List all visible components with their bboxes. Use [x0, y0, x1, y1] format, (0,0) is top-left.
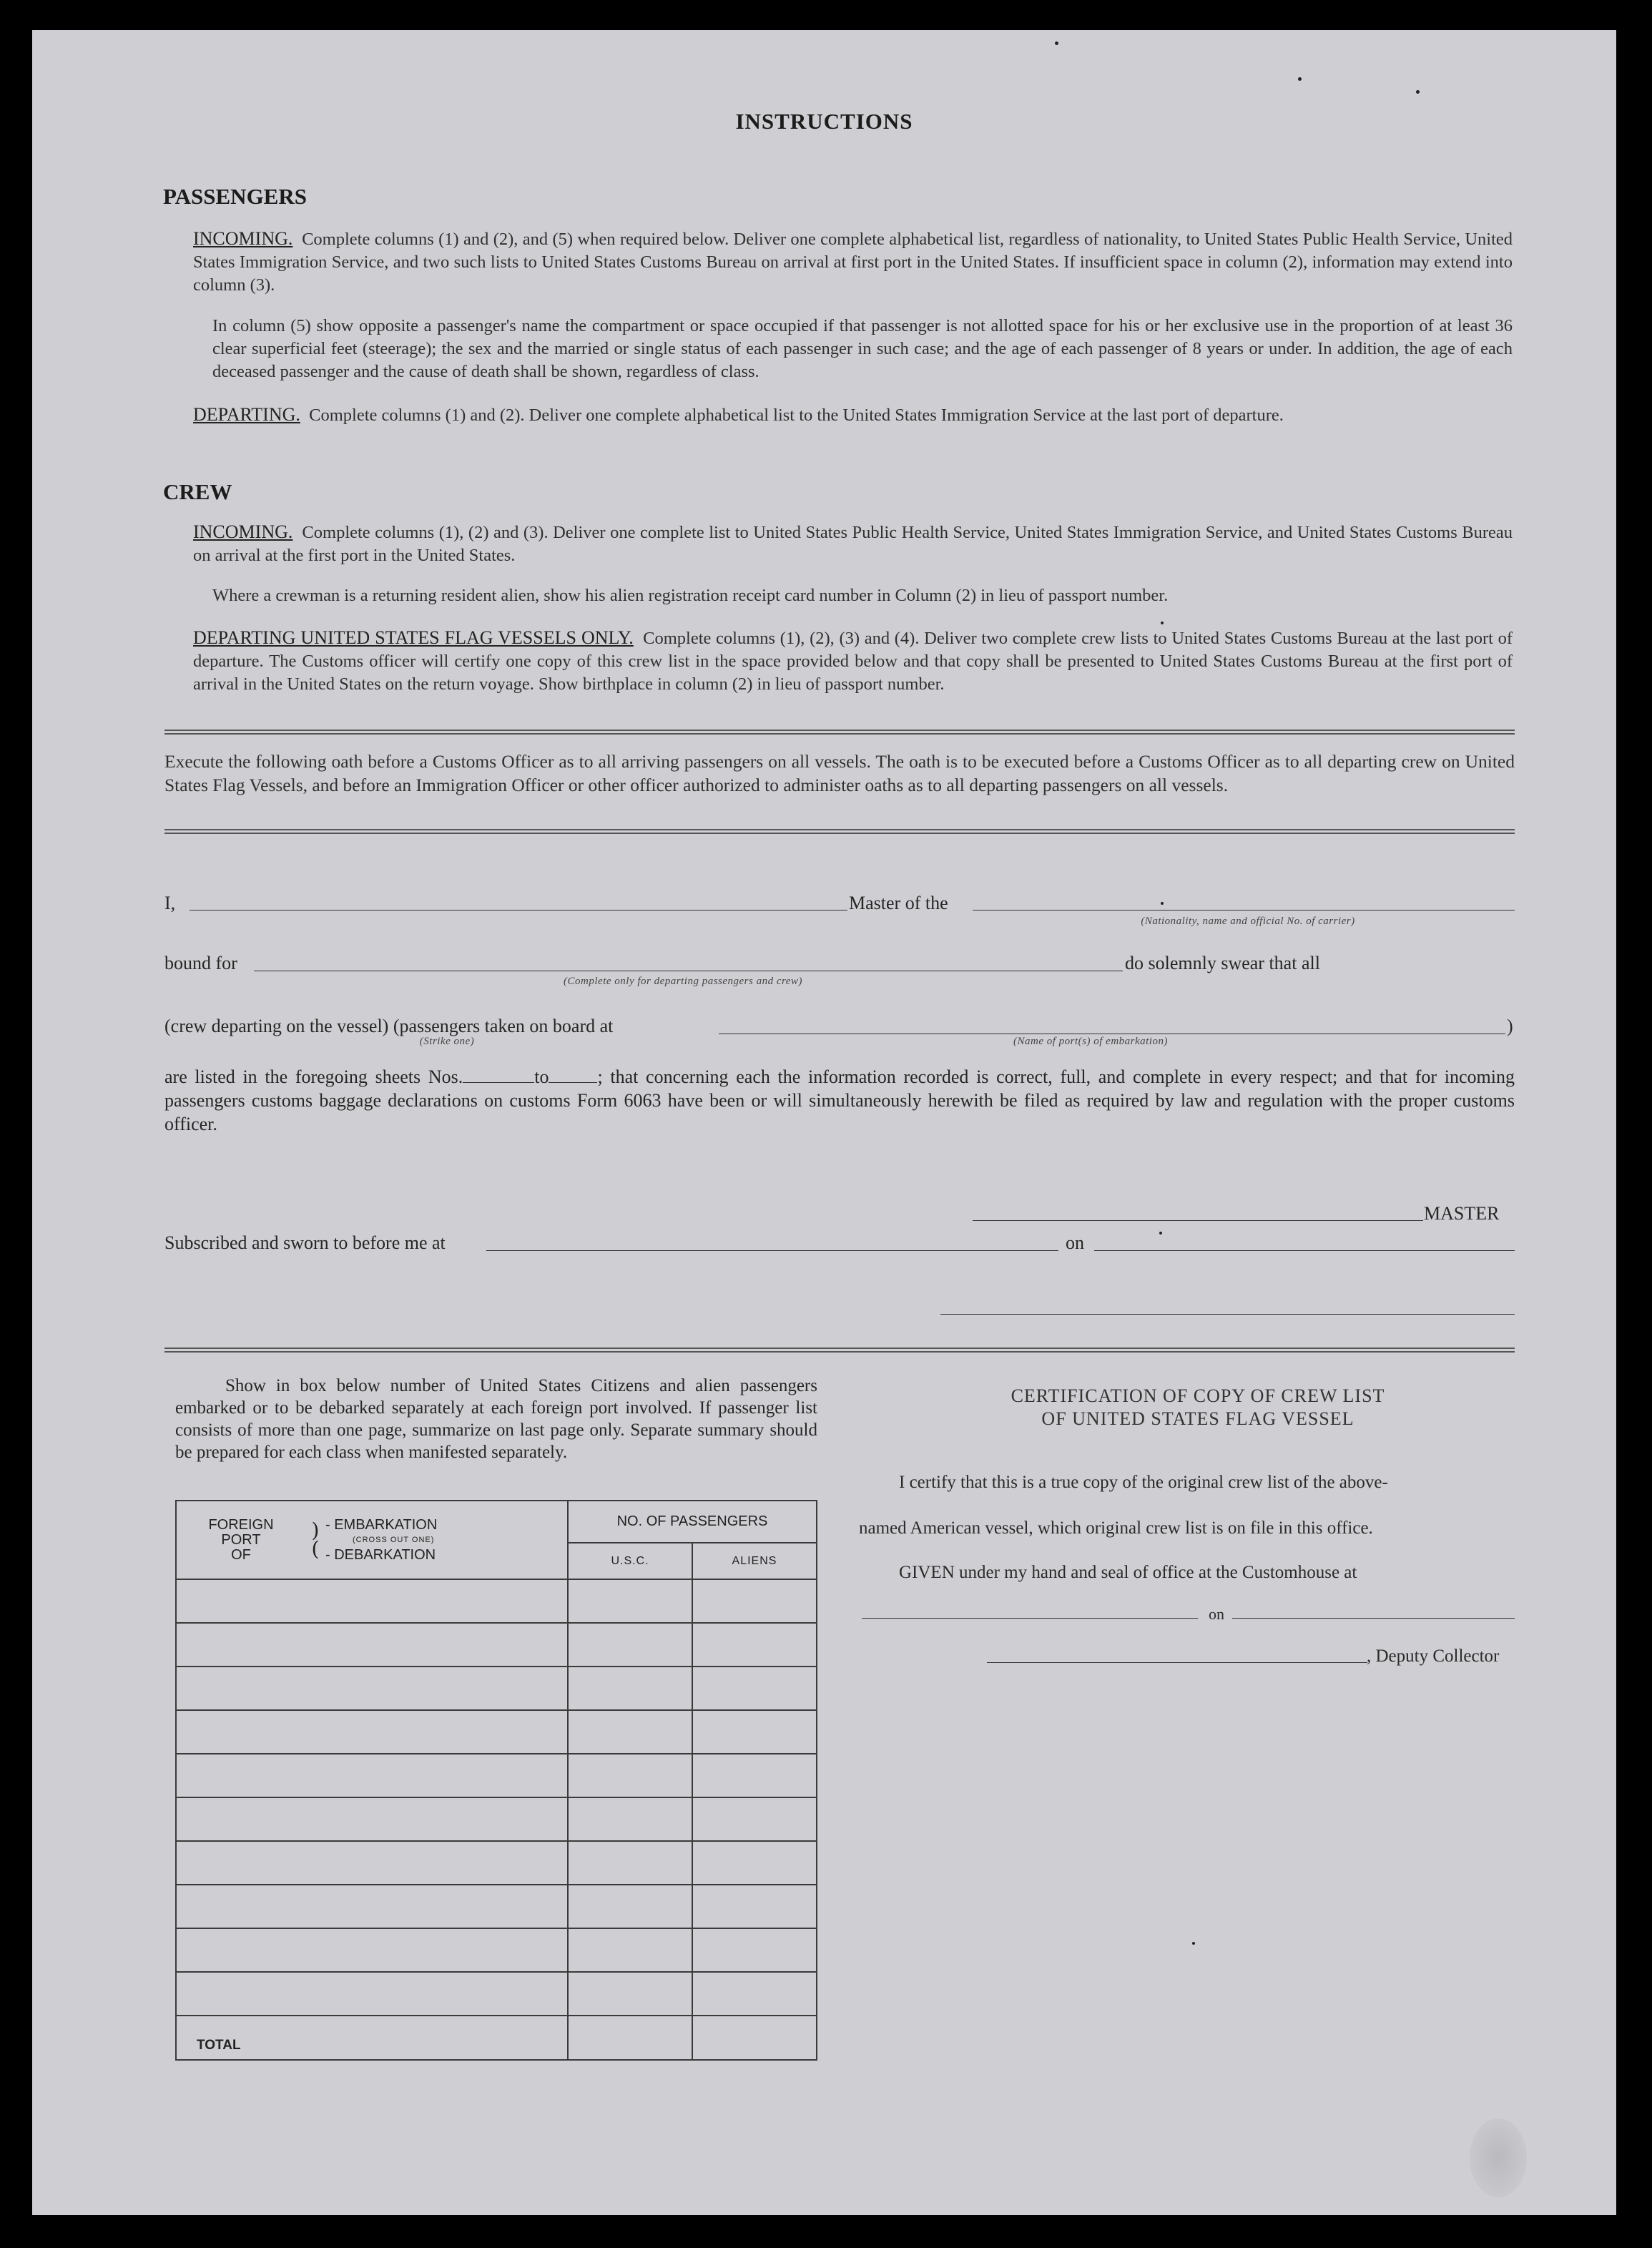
crew-resident-paragraph: Where a crewman is a returning resident alien, show his alien registration receipt card number in Column (2) in lieu of passport number. [212, 586, 1169, 605]
usc-cell[interactable] [568, 1667, 692, 1710]
table-row [176, 1885, 817, 1928]
certification-heading-line2: OF UNITED STATES FLAG VESSEL [1041, 1408, 1354, 1429]
port-cell[interactable] [176, 1797, 568, 1841]
table-row [176, 1972, 817, 2016]
brace-icon: ) ( [311, 1518, 320, 1561]
master-label: MASTER [1424, 1203, 1500, 1224]
usc-cell[interactable] [568, 1928, 692, 1972]
table-row [176, 1841, 817, 1885]
aliens-cell[interactable] [692, 1710, 817, 1754]
aliens-cell[interactable] [692, 1928, 817, 1972]
table-row [176, 1667, 817, 1710]
port-cell[interactable] [176, 1928, 568, 1972]
table-row [176, 1754, 817, 1797]
port-cell[interactable] [176, 1754, 568, 1797]
passenger-summary-table [175, 1500, 817, 2061]
master-of-the-label: Master of the [849, 893, 948, 913]
section-divider [164, 1348, 1515, 1353]
certification-line3: GIVEN under my hand and seal of office at the Customhouse at [899, 1563, 1357, 1582]
listed-pre-text: are listed in the foregoing sheets Nos. [164, 1066, 463, 1087]
section-divider [164, 829, 1515, 834]
aliens-cell[interactable] [692, 1623, 817, 1667]
aliens-header: ALIENS [692, 1543, 817, 1579]
embarkation-label[interactable]: - EMBARKATION [325, 1516, 438, 1533]
certification-date-field[interactable] [1232, 1618, 1515, 1619]
close-paren: ) [1507, 1016, 1513, 1036]
aliens-cell[interactable] [692, 1972, 817, 2016]
port-cell[interactable] [176, 1841, 568, 1885]
table-header-row [176, 1501, 817, 1543]
usc-cell[interactable] [568, 1797, 692, 1841]
listed-post-text: ; that concerning each the information recorded is correct, full, and complete in every respect; and that for incoming passengers customs baggage declarations on customs Form 6063 have been or will simultaneously herewith be filed as required by law and regulation with the proper customs officer. [164, 1066, 1515, 1134]
aliens-cell[interactable] [692, 1579, 817, 1623]
crew-passengers-label: (crew departing on the vessel) (passengers taken on board at [164, 1016, 614, 1036]
port-cell[interactable] [176, 1710, 568, 1754]
total-row [176, 2016, 817, 2060]
summary-instructions: Show in box below number of United States Citizens and alien passengers embarked or to be debarked separately at each foreign port involved. If passenger list consists of more than one page, summarize on last page only. Separate summary should be prepared for each class when manifested separately. [175, 1376, 817, 1462]
crew-heading: CREW [163, 479, 232, 504]
certification-heading-line1: CERTIFICATION OF COPY OF CREW LIST [1011, 1385, 1385, 1406]
aliens-cell[interactable] [692, 1754, 817, 1797]
foreign-label: FOREIGN [208, 1516, 274, 1533]
bound-for-label: bound for [164, 953, 237, 973]
passengers-departing-paragraph [193, 403, 1513, 427]
port-label: PORT [221, 1531, 261, 1548]
crew-departing-lead: DEPARTING UNITED STATES FLAG VESSELS ONLY. [193, 627, 634, 648]
complete-only-caption: (Complete only for departing passengers and crew) [564, 976, 802, 987]
swear-label: do solemnly swear that all [1125, 953, 1320, 973]
passengers-incoming-lead: INCOMING. [193, 228, 293, 249]
sheet-to-field[interactable] [549, 1082, 597, 1083]
master-signature-field[interactable] [973, 1220, 1423, 1221]
passengers-departing-text: Complete columns (1) and (2). Deliver one complete alphabetical list to the United States Immigration Service at the last port of departure. [309, 406, 1284, 425]
port-cell[interactable] [176, 1623, 568, 1667]
paper-stain [1470, 2119, 1527, 2197]
sheet-from-field[interactable] [463, 1082, 534, 1083]
crew-incoming-paragraph [193, 521, 1513, 567]
crew-incoming-text: Complete columns (1), (2) and (3). Deliver one complete list to United States Public Health Service, United States Immigration Service, and United States Customs Bureau on arrival at the first port in the United States. [193, 523, 1513, 565]
port-header-cell [176, 1501, 568, 1579]
usc-cell[interactable] [568, 1710, 692, 1754]
listed-to-text: to [534, 1066, 549, 1087]
oath-intro-paragraph: Execute the following oath before a Customs Officer as to all arriving passengers on all vessels. The oath is to be executed before a Customs Officer as to all departing crew on United States Flag Vessels, and before an Immigration Officer or other officer authorized to administer oaths as to all departing passengers on all vessels. [164, 751, 1515, 795]
usc-cell[interactable] [568, 1754, 692, 1797]
subscribed-label: Subscribed and sworn to before me at [164, 1232, 446, 1253]
usc-cell[interactable] [568, 1972, 692, 2016]
table-row [176, 1797, 817, 1841]
passengers-incoming-paragraph [193, 227, 1513, 297]
port-cell[interactable] [176, 1972, 568, 2016]
table-row [176, 1710, 817, 1754]
aliens-cell[interactable] [692, 1797, 817, 1841]
port-cell[interactable] [176, 1885, 568, 1928]
usc-cell[interactable] [568, 1841, 692, 1885]
sworn-date-field[interactable] [1094, 1250, 1515, 1251]
dust-speck [1159, 1232, 1162, 1235]
form-page [32, 30, 1616, 2215]
passengers-departing-lead: DEPARTING. [193, 404, 300, 425]
crew-departing-paragraph [193, 627, 1513, 696]
aliens-cell[interactable] [692, 1841, 817, 1885]
certification-heading [883, 1385, 1513, 1430]
port-cell[interactable] [176, 1579, 568, 1623]
usc-header: U.S.C. [568, 1543, 692, 1579]
strike-one-caption: (Strike one) [419, 1036, 475, 1047]
certification-on-label: on [1209, 1605, 1224, 1623]
master-name-field[interactable] [190, 910, 847, 911]
section-divider [164, 730, 1515, 735]
of-label: OF [231, 1546, 251, 1563]
aliens-total-cell[interactable] [692, 2016, 817, 2060]
carrier-field[interactable] [973, 910, 1515, 911]
passengers-column5-paragraph: In column (5) show opposite a passenger's name the compartment or space occupied if that passenger is not allotted space for his or her exclusive use in the proportion of at least 36 clear superficial feet (steerage); the sex and the married or single status of each passenger in such case; and the age of each passenger of 8 years or under. In addition, the age of each deceased passenger and the cause of death shall be shown, regardless of class. [212, 316, 1513, 381]
dust-speck [1055, 41, 1058, 45]
page-title: INSTRUCTIONS [735, 109, 913, 134]
officer-signature-field[interactable] [940, 1314, 1515, 1315]
table-row [176, 1623, 817, 1667]
dust-speck [1161, 902, 1164, 905]
no-of-passengers-header: NO. OF PASSENGERS [568, 1501, 817, 1543]
certification-line2: named American vessel, which original crew list is on file in this office. [859, 1518, 1373, 1538]
aliens-cell[interactable] [692, 1667, 817, 1710]
usc-total-cell[interactable] [568, 2016, 692, 2060]
deputy-collector-label: , Deputy Collector [1367, 1646, 1500, 1666]
port-caption: (Name of port(s) of embarkation) [1013, 1036, 1168, 1047]
usc-cell[interactable] [568, 1579, 692, 1623]
table-row [176, 1928, 817, 1972]
passengers-heading: PASSENGERS [163, 184, 307, 209]
sworn-on-label: on [1066, 1232, 1084, 1253]
dust-speck [1161, 622, 1164, 624]
crew-incoming-lead: INCOMING. [193, 521, 293, 542]
cross-out-one-label: (CROSS OUT ONE) [353, 1535, 435, 1544]
listed-paragraph [164, 1065, 1515, 1136]
crew-departing-text: Complete columns (1), (2), (3) and (4). Deliver two complete crew lists to United States Customs Bureau at the last port of departure. The Customs officer will certify one copy of this crew list in the space provided below and that copy shall be presented to United States Customs Bureau at the first port of arrival in the United States on the return voyage. Show birthplace in column (2) in lieu of passport number. [193, 629, 1513, 694]
passengers-incoming-text: Complete columns (1) and (2), and (5) when required below. Deliver one complete alphabetical list, regardless of nationality, to United States Public Health Service, United States Immigration Service, and two such lists to United States Customs Bureau on arrival at first port in the United States. If insufficient space in column (2), information may extend into column (3). [193, 230, 1513, 295]
customhouse-field[interactable] [862, 1618, 1198, 1619]
total-label: TOTAL [176, 2016, 568, 2060]
dust-speck [1192, 1942, 1195, 1945]
aliens-cell[interactable] [692, 1885, 817, 1928]
port-cell[interactable] [176, 1667, 568, 1710]
debarkation-label[interactable]: - DEBARKATION [325, 1546, 436, 1563]
nationality-caption: (Nationality, name and official No. of carrier) [1141, 916, 1355, 927]
deputy-signature-field[interactable] [987, 1662, 1367, 1663]
certification-line1: I certify that this is a true copy of the original crew list of the above- [899, 1473, 1388, 1492]
oath-i-label: I, [164, 893, 176, 913]
dust-speck [1298, 77, 1302, 81]
foreign-port-of-header [177, 1518, 305, 1563]
sworn-place-field[interactable] [486, 1250, 1058, 1251]
dust-speck [1416, 90, 1420, 94]
table-row [176, 1579, 817, 1623]
usc-cell[interactable] [568, 1885, 692, 1928]
usc-cell[interactable] [568, 1623, 692, 1667]
